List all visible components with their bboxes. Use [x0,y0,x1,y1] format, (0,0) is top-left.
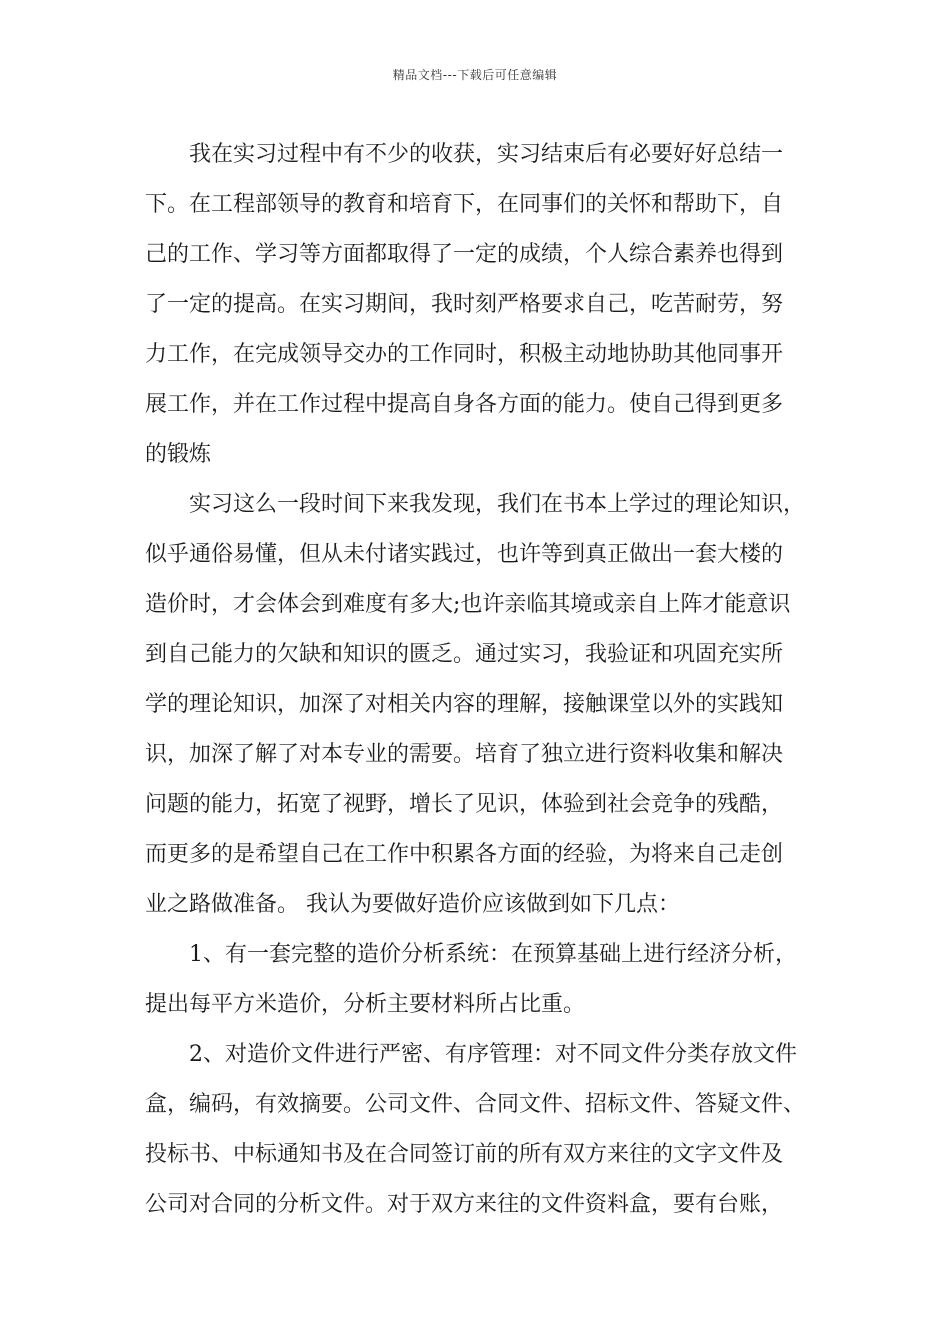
document-body [145,130,820,1230]
text-line: 学的理论知识，加深了对相关内容的理解，接触课堂以外的实践知 [145,692,784,717]
text-line: 到自己能力的欠缺和知识的匮乏。通过实习，我验证和巩固充实所 [145,642,784,667]
page-header: 精品文档---下载后可任意编辑 [392,68,558,82]
text-line: 展工作，并在工作过程中提高自身各方面的能力。使自己得到更多 [145,392,784,417]
text-line: 业之路做准备。 我认为要做好造价应该做到如下几点： [145,892,680,917]
text-line: 识，加深了解了对本专业的需要。培育了独立进行资料收集和解决 [145,742,784,767]
text-line: 似乎通俗易懂，但从未付诸实践过，也许等到真正做出一套大楼的 [145,542,784,567]
text-line: 下。在工程部领导的教育和培育下，在同事们的关怀和帮助下，自 [145,192,784,217]
text-line: 1、有一套完整的造价分析系统：在预算基础上进行经济分析， [189,942,797,967]
text-line: 问题的能力，拓宽了视野，增长了见识，体验到社会竞争的残酷， [145,792,784,817]
text-line: 盒，编码，有效摘要。公司文件、合同文件、招标文件、答疑文件、 [145,1092,806,1117]
text-line: 造价时，才会体会到难度有多大;也许亲临其境或亲自上阵才能意识 [145,592,791,617]
text-line: 2、对造价文件进行严密、有序管理：对不同文件分类存放文件 [189,1042,797,1067]
text-line: 而更多的是希望自己在工作中积累各方面的经验，为将来自己走创 [145,842,784,867]
text-line: 提出每平方米造价，分析主要材料所占比重。 [145,992,586,1017]
text-line: 投标书、中标通知书及在合同签订前的所有双方来往的文字文件及 [145,1142,784,1167]
text-line: 实习这么一段时间下来我发现，我们在书本上学过的理论知识， [189,492,806,517]
text-line: 己的工作、学习等方面都取得了一定的成绩，个人综合素养也得到 [145,242,784,267]
text-line: 了一定的提高。在实习期间，我时刻严格要求自己，吃苦耐劳，努 [145,292,784,317]
text-line: 的锻炼 [145,442,212,467]
text-line: 力工作，在完成领导交办的工作同时，积极主动地协助其他同事开 [145,342,784,367]
text-line: 公司对合同的分析文件。对于双方来往的文件资料盒，要有台账， [145,1192,784,1217]
text-line: 我在实习过程中有不少的收获，实习结束后有必要好好总结一 [189,142,784,167]
